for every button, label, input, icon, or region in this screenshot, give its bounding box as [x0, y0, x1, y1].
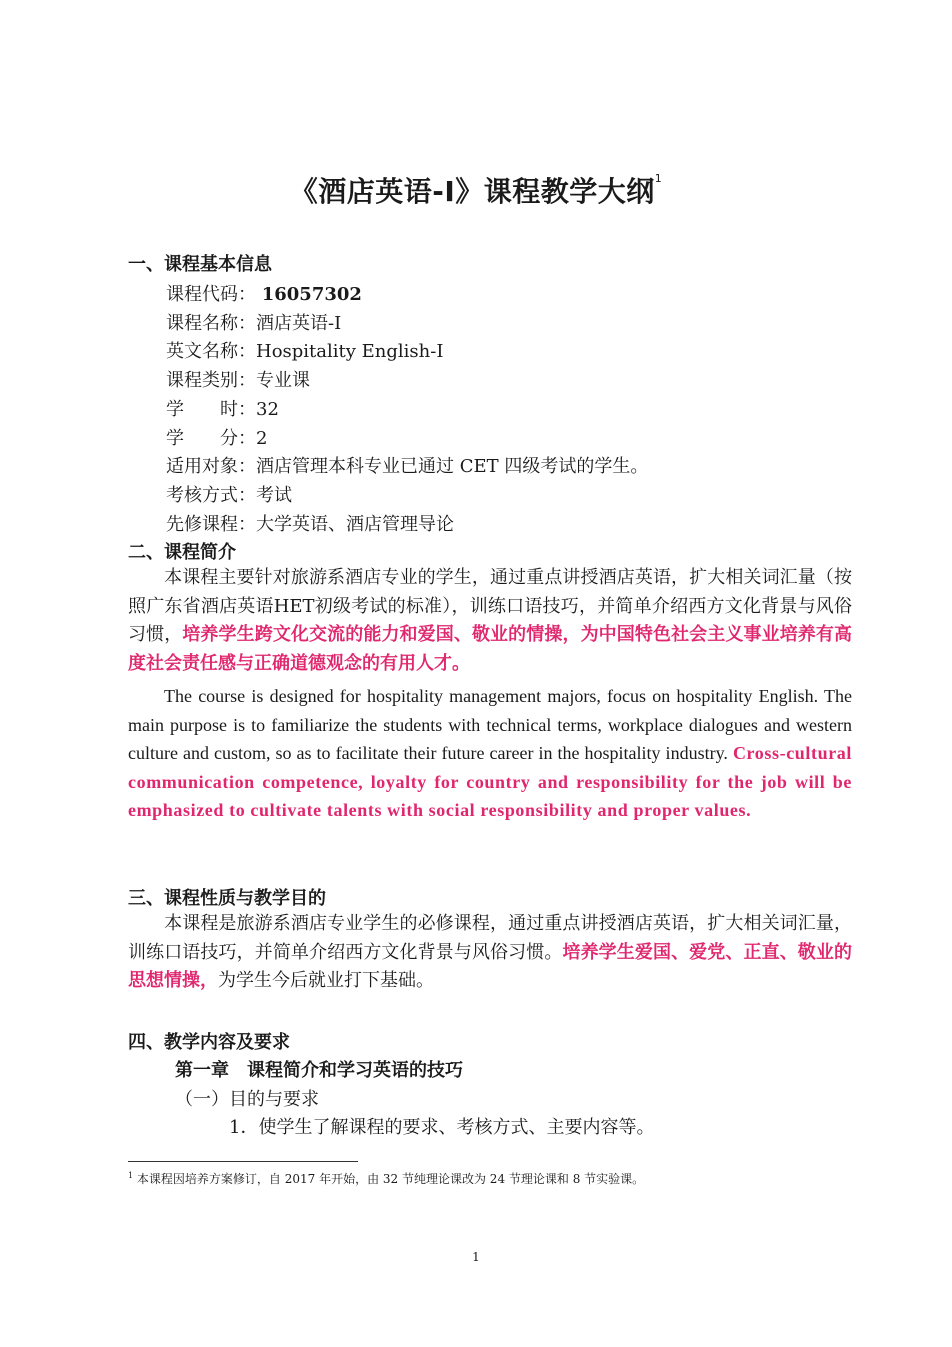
page-title: [0, 170, 952, 210]
section-2-heading: 二、课程简介: [128, 542, 236, 563]
section-4-heading: 四、教学内容及要求: [128, 1032, 290, 1053]
intro-cn-text: 本课程主要针对旅游系酒店专业的学生，通过重点讲授酒店英语，扩大相关词汇量（按照广东省酒店英语HET初级考试的标准），训练口语技巧，并简单介绍西方文化背景与风俗习惯，: [128, 567, 852, 646]
assessment-method: 考核方式：考试: [166, 485, 292, 506]
footnote: [128, 1170, 644, 1187]
footnote-text: 本课程因培养方案修订，自 2017 年开始，由 32 节纯理论课改为 24 节理论课和 8 节实验课。: [136, 1172, 645, 1186]
course-nature-highlight: 培养学生爱国、爱党、正直、敬业的思想情操，: [128, 941, 853, 992]
course-name: 课程名称：酒店英语-I: [166, 313, 342, 334]
course-nature-tail: 为学生今后就业打下基础。: [218, 970, 434, 992]
course-code-value: 16057302: [261, 284, 362, 305]
course-credits: 学 分：2: [166, 428, 268, 449]
footnote-mark: 1: [128, 1171, 134, 1180]
page-number: 1: [472, 1250, 480, 1264]
course-intro-en: [128, 682, 852, 825]
course-nature-text: 本课程是旅游系酒店专业学生的必修课程，通过重点讲授酒店英语，扩大相关词汇量，训练口语技巧，并简单介绍西方文化背景与风俗习惯。: [128, 913, 852, 963]
course-category: 课程类别：专业课: [166, 370, 310, 391]
footnote-divider: [128, 1161, 358, 1162]
course-code-label: 课程代码：: [166, 284, 256, 305]
intro-cn-highlight: 培养学生跨文化交流的能力和爱国、敬业的情操，为中国特色社会主义事业培养有高度社会责任感与正确道德观念的有用人才。: [128, 624, 853, 674]
english-name: 英文名称：Hospitality English-I: [166, 341, 444, 362]
intro-en-highlight: Cross-cultural communication competence, loyalty for country and responsibility for the job will be emphasized to cultivate talents with social responsibility and proper values.: [128, 743, 853, 821]
course-hours: 学 时：32: [166, 399, 279, 420]
target-audience: 适用对象：酒店管理本科专业已通过 CET 四级考试的学生。: [166, 456, 649, 477]
section-1-heading: 一、课程基本信息: [128, 254, 272, 275]
section-3-heading: 三、课程性质与教学目的: [128, 888, 326, 909]
course-code: [166, 280, 362, 306]
chapter-1-title: 第一章 课程简介和学习英语的技巧: [175, 1060, 463, 1081]
subsection-heading: （一）目的与要求: [175, 1089, 319, 1110]
requirement-item: 1．使学生了解课程的要求、考核方式、主要内容等。: [229, 1117, 655, 1138]
course-nature: [128, 910, 852, 996]
course-intro-cn: [128, 564, 852, 678]
intro-en-text: The course is designed for hospitality management majors, focus on hospitality English. The main purpose is to familiarize the students with technical terms, workplace dialogues and western culture and custom, so as to facilitate their future career in the hospitality industry.: [128, 686, 852, 764]
title-text: 《酒店英语-I》课程教学大纲: [289, 175, 655, 208]
title-footnote-mark: 1: [654, 172, 663, 185]
prerequisites: 先修课程：大学英语、酒店管理导论: [166, 514, 454, 535]
